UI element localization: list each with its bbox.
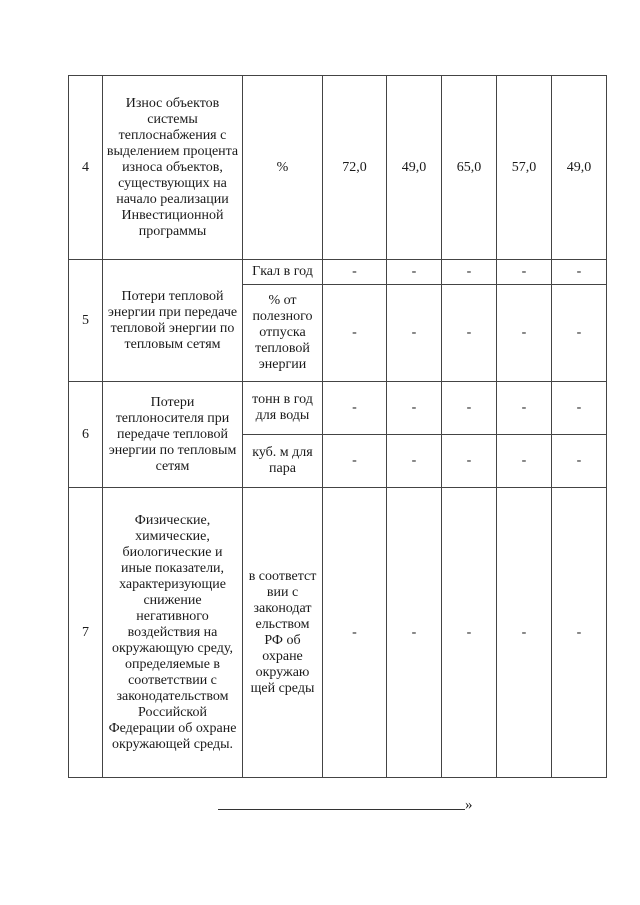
value-cell: 65,0 [442, 76, 497, 260]
value-cell: - [387, 382, 442, 435]
table-row [69, 260, 607, 285]
indicator-name: Потери тепловой энергии при передаче тепловой энергии по тепловым сетям [103, 260, 243, 382]
table-row [69, 382, 607, 435]
indicator-name: Потери теплоносителя при передаче тепловой энергии по тепловым сетям [103, 382, 243, 488]
value-cell: - [323, 488, 387, 778]
value-cell: - [497, 260, 552, 285]
value-cell: - [387, 260, 442, 285]
signature-line [218, 809, 465, 810]
value-cell: - [497, 488, 552, 778]
value-cell: - [552, 382, 607, 435]
row-number: 6 [69, 382, 103, 488]
value-cell: - [323, 285, 387, 382]
unit-cell: % от полезного отпуска тепловой энергии [243, 285, 323, 382]
value-cell: - [442, 260, 497, 285]
value-cell: - [497, 435, 552, 488]
value-cell: - [442, 435, 497, 488]
value-cell: - [552, 260, 607, 285]
value-cell: - [387, 488, 442, 778]
value-cell: 72,0 [323, 76, 387, 260]
value-cell: - [552, 435, 607, 488]
indicator-name: Износ объектов системы теплоснабжения с выделением процента износа объектов, существующих на начало реализации Инвестиционной программы [103, 76, 243, 260]
value-cell: - [387, 435, 442, 488]
value-cell: 49,0 [387, 76, 442, 260]
table-row [69, 76, 607, 260]
value-cell: - [323, 435, 387, 488]
unit-cell: тонн в год для воды [243, 382, 323, 435]
value-cell: - [442, 488, 497, 778]
value-cell: - [442, 285, 497, 382]
unit-cell: куб. м для пара [243, 435, 323, 488]
value-cell: - [497, 285, 552, 382]
unit-cell: Гкал в год [243, 260, 323, 285]
closing-quote: » [465, 797, 473, 813]
value-cell: - [323, 382, 387, 435]
value-cell: - [552, 488, 607, 778]
row-number: 4 [69, 76, 103, 260]
value-cell: - [497, 382, 552, 435]
table-row [69, 488, 607, 778]
value-cell: - [323, 260, 387, 285]
value-cell: - [387, 285, 442, 382]
row-number: 7 [69, 488, 103, 778]
value-cell: 49,0 [552, 76, 607, 260]
indicators-table [68, 75, 607, 778]
indicator-name: Физические, химические, биологические и иные показатели, характеризующие снижение негативного воздействия на окружающую среду, определяемые в соответствии с законодательством Российской Федерации об охране окружающей среды. [103, 488, 243, 778]
value-cell: - [442, 382, 497, 435]
value-cell: - [552, 285, 607, 382]
value-cell: 57,0 [497, 76, 552, 260]
unit-cell: % [243, 76, 323, 260]
unit-cell: в соответст вии с законодат ельством РФ об охране окружаю щей среды [243, 488, 323, 778]
row-number: 5 [69, 260, 103, 382]
